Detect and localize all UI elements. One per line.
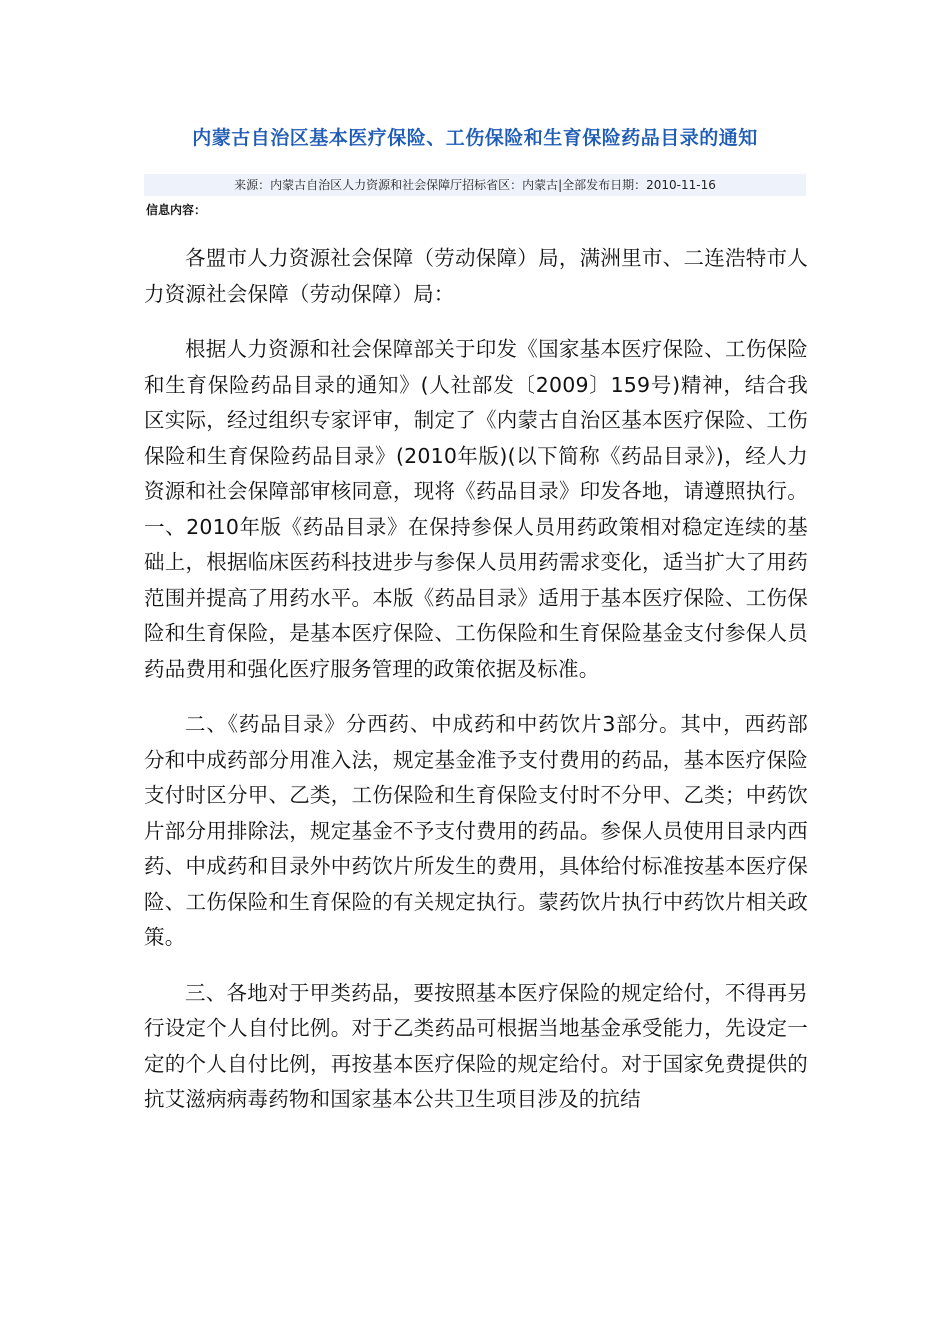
paragraph-2: 二、《药品目录》分西药、中成药和中药饮片3部分。其中，西药部分和中成药部分用准入法，规定基金准予支付费用的药品，基本医疗保险支付时区分甲、乙类，工伤保险和生育保险支付时不分甲、乙类；中药饮片部分用排除法，规定基金不予支付费用的药品。参保人员使用目录内西药、中成药和目录外中药饮片所发生的费用，具体给付标准按基本医疗保险、工伤保险和生育保险的有关规定执行。蒙药饮片执行中药饮片相关政策。 (144, 712, 808, 949)
source-meta-line: 来源：内蒙古自治区人力资源和社会保障厅招标省区：内蒙古|全部发布日期：2010-11-16 (144, 174, 806, 196)
document-title: 内蒙古自治区基本医疗保险、工伤保险和生育保险药品目录的通知 (192, 127, 758, 149)
paragraph-3: 三、各地对于甲类药品，要按照基本医疗保险的规定给付，不得再另行设定个人自付比例。对于乙类药品可根据当地基金承受能力，先设定一定的个人自付比例，再按基本医疗保险的规定给付。对于国家免费提供的抗艾滋病病毒药物和国家基本公共卫生项目涉及的抗结 (144, 980, 808, 1111)
document-body (144, 241, 808, 1138)
info-content-label: 信息内容： (146, 203, 207, 217)
paragraph-1: 根据人力资源和社会保障部关于印发《国家基本医疗保险、工伤保险和生育保险药品目录的通知》(人社部发〔2009〕159号)精神，结合我区实际，经过组织专家评审，制定了《内蒙古自治区基本医疗保险、工伤保险和生育保险药品目录》(2010年版)(以下简称《药品目录》)，经人力资源和社会保障部审核同意，现将《药品目录》印发各地，请遵照执行。一、2010年版《药品目录》在保持参保人员用药政策相对稳定连续的基础上，根据临床医药科技进步与参保人员用药需求变化，适当扩大了用药范围并提高了用药水平。本版《药品目录》适用于基本医疗保险、工伤保险和生育保险，是基本医疗保险、工伤保险和生育保险基金支付参保人员药品费用和强化医疗服务管理的政策依据及标准。 (144, 337, 808, 681)
paragraph-salutation: 各盟市人力资源社会保障（劳动保障）局，满洲里市、二连浩特市人力资源社会保障（劳动保障）局： (144, 246, 808, 306)
